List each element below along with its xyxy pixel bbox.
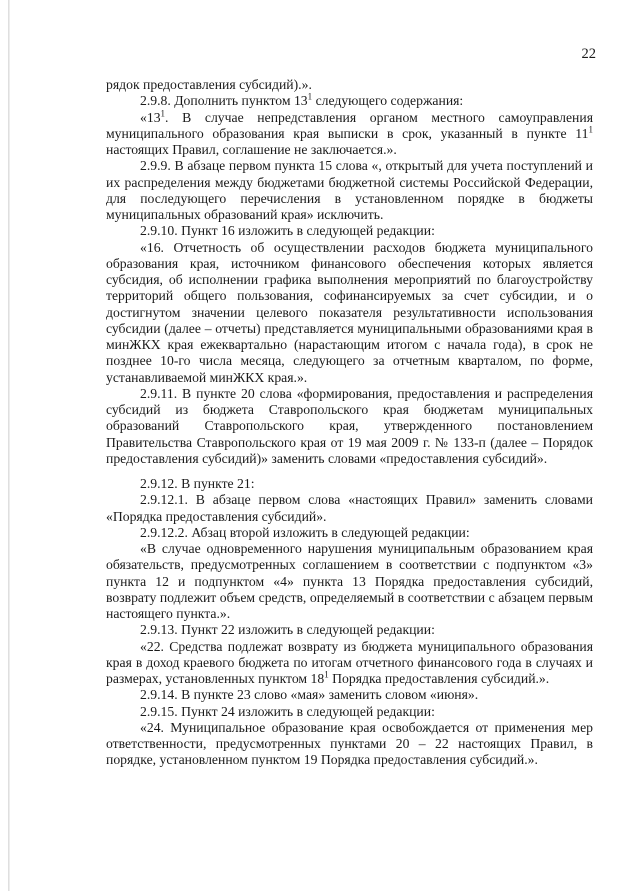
paragraph-p3 — [106, 107, 593, 159]
text-run: 2.9.10. Пункт 16 изложить в следующей редакции: — [140, 223, 435, 239]
text-run: 2.9.15. Пункт 24 изложить в следующей редакции: — [140, 703, 435, 719]
page-number: 22 — [581, 46, 596, 62]
text-run: 2.9.14. В пункте 23 слово «мая» заменить словом «июня». — [140, 687, 479, 703]
paragraph-p2 — [106, 93, 593, 109]
text-run: 2.9.11. В пункте 20 слова «формирования, предоставления и распределения субсидий из бюджета Ставропольского края бюджетам муниципальных образований Ставропольского края, утвержденного постановлением Правительства Ставропольского края от 19 мая 2009 г. № 133-п (далее – Порядок предоставления субсидий)» заменить словами «предоставления субсидий». — [106, 385, 593, 466]
paragraph-p14 — [106, 687, 593, 703]
text-run: следующего содержания: — [312, 93, 464, 109]
text-run: «16. Отчетность об осуществлении расходов бюджета муниципального образования края, источником финансового обеспечения которых является субсидия, об исполнении графика выполнения мероприятий по благоустройству территорий общего пользования, софинансируемых за счет субсидии, и о достигнутом значении целевого показателя результативности использования субсидии (далее – отчеты) представляется муниципальными образованиями края в минЖКХ края ежеквартально (нарастающим итогом с начала года), в срок не позднее 10-го числа месяца, следующего за отчетным кварталом, по форме, устанавливаемой минЖКХ края.». — [106, 239, 593, 385]
scan-edge — [8, 0, 10, 891]
paragraph-p11 — [106, 541, 593, 622]
text-run: 2.9.12. В пункте 21: — [140, 476, 255, 491]
paragraph-p4 — [106, 158, 593, 223]
text-run: . В случае непредставления органом местного самоуправления муниципального образования края выписки в срок, указанный в пункте 11 — [106, 109, 593, 141]
superscript: 1 — [588, 124, 593, 135]
paragraph-p1 — [106, 77, 593, 93]
text-run: «В случае одновременного нарушения муниципальным образованием края обязательств, предусмотренных соглашением в соответствии с подпунктом «3» пункта 12 и подпунктом «4» пункта 13 Порядка предоставления субсидий, возврату подлежит объем средств, определяемый в соответствии с абзацем первым настоящего пункта.». — [106, 541, 593, 621]
text-run: рядок предоставления субсидий).». — [106, 77, 312, 92]
paragraph-p13 — [106, 639, 593, 688]
text-run: «13 — [140, 109, 161, 125]
paragraph-p16 — [106, 720, 593, 769]
text-run: 2.9.9. В абзаце первом пункта 15 слова «, открытый для учета поступлений и их распределения между бюджетами бюджетной системы Российской Федерации, для последующего перечисления в установленном порядке в бюджеты муниципальных образований края» исключить. — [106, 158, 593, 222]
paragraph-p9 — [106, 492, 593, 525]
text-run: 2.9.13. Пункт 22 изложить в следующей редакции: — [140, 622, 435, 638]
text-run: Порядка предоставления субсидий.». — [328, 671, 550, 686]
text-run: 2.9.12.1. В абзаце первом слова «настоящих Правил» заменить словами «Порядка предоставления субсидий». — [106, 492, 593, 524]
superscript: 1 — [307, 91, 313, 102]
document-body — [106, 77, 593, 769]
paragraph-p6 — [106, 240, 593, 386]
text-run: 2.9.8. Дополнить пунктом 13 — [140, 93, 308, 109]
text-run: «22. Средства подлежат возврату из бюджета муниципального образования края в доход краевого бюджета по итогам отчетного финансового года в случаях и размерах, установленных пунктом 18 — [106, 638, 593, 686]
superscript: 1 — [324, 669, 329, 680]
paragraph-p7 — [106, 386, 593, 467]
text-run: настоящих Правил, соглашение не заключается.». — [106, 142, 397, 157]
text-run: «24. Муниципальное образование края освобождается от применения мер ответственности, предусмотренных пунктами 20 – 22 настоящих Правил, в порядке, установленном пунктом 19 Порядка предоставления субсидий.». — [106, 719, 593, 768]
superscript: 1 — [160, 107, 166, 118]
paragraph-p15 — [106, 704, 593, 720]
paragraph-p12 — [106, 622, 593, 638]
paragraph-p5 — [106, 223, 593, 239]
paragraph-p10 — [106, 525, 593, 541]
text-run: 2.9.12.2. Абзац второй изложить в следующей редакции: — [140, 524, 470, 540]
paragraph-p8 — [106, 476, 593, 492]
